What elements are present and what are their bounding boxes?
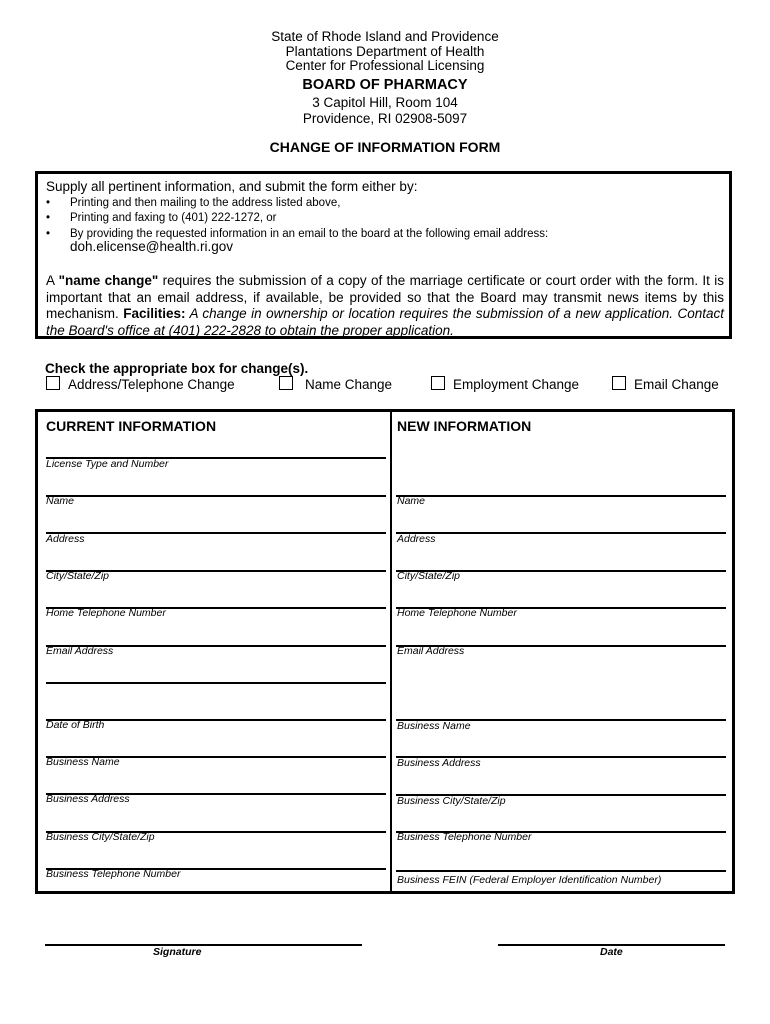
current-address-label: Address [46, 533, 85, 545]
date-label: Date [600, 946, 623, 958]
current-business-address-label: Business Address [46, 793, 130, 805]
signature-line[interactable] [45, 944, 362, 946]
board-title: BOARD OF PHARMACY [302, 77, 468, 93]
current-email-label: Email Address [46, 645, 114, 657]
new-name-label: Name [397, 495, 426, 507]
current-citystatezip-label: City/State/Zip [46, 570, 110, 582]
new-fein-line[interactable] [396, 870, 726, 872]
bullet-icon: • [46, 228, 51, 240]
current-info-heading: CURRENT INFORMATION [46, 418, 217, 434]
name-change-paragraph: A "name change" requires the submission of a copy of the marriage certificate or court order with the form. It is important that an email address, if available, be provided so that the Board may transmit news items by this mechanism. Facilities: A change in ownership or location requires the submission of a new application. Contact the Board's office at (401) 222-2828 to obtain the proper application. [46, 273, 724, 338]
column-divider [390, 412, 392, 891]
header-line-3: Center for Professional Licensing [285, 58, 485, 73]
signature-label: Signature [153, 946, 202, 958]
new-business-phone-label: Business Telephone Number [397, 831, 532, 843]
new-business-name-label: Business Name [397, 720, 471, 732]
new-business-address-label: Business Address [397, 757, 481, 769]
new-name-line[interactable] [396, 495, 726, 497]
new-business-city-label: Business City/State/Zip [397, 795, 506, 807]
new-address-line[interactable] [396, 532, 726, 534]
current-dob-label: Date of Birth [46, 719, 105, 731]
change-type-heading: Check the appropriate box for change(s). [45, 361, 309, 376]
current-address-line[interactable] [46, 532, 386, 534]
current-business-name-label: Business Name [46, 756, 120, 768]
information-table [35, 409, 735, 894]
new-citystatezip-label: City/State/Zip [397, 570, 461, 582]
current-home-phone-label: Home Telephone Number [46, 607, 166, 619]
form-title: CHANGE OF INFORMATION FORM [269, 139, 501, 155]
current-license-label: License Type and Number [46, 458, 169, 470]
current-name-label: Name [46, 495, 75, 507]
new-address-label: Address [397, 533, 436, 545]
current-business-city-label: Business City/State/Zip [46, 831, 155, 843]
new-info-heading: NEW INFORMATION [397, 418, 532, 434]
instructions-box: Supply all pertinent information, and submit the form either by: • Printing and then mailing to the address listed above, • Printing and faxing to (401) 222-1272, or • By providing the requested information in an email to the board at the following email address: doh.elicense@health.ri.gov A "name change" requires the submission of a copy of the marriage certificate or court order with the form. It is important that an email address, if available, be provided so that the Board may transmit news items by this mechanism. Facilities: A change in ownership or location requires the submission of a new application. Contact the Board's office at (401) 222-2828 to obtain the proper application. [35, 171, 732, 339]
bullet-icon: • [46, 212, 51, 224]
board-address-1: 3 Capitol Hill, Room 104 [312, 95, 458, 110]
board-address-2: Providence, RI 02908-5097 [302, 111, 468, 126]
header-line-2: Plantations Department of Health [285, 44, 485, 59]
current-business-phone-label: Business Telephone Number [46, 868, 181, 880]
new-email-label: Email Address [397, 645, 465, 657]
current-email-extra-line[interactable] [46, 682, 386, 684]
header-line-1: State of Rhode Island and Providence [271, 29, 499, 44]
bullet-icon: • [46, 197, 51, 209]
current-name-line[interactable] [46, 495, 386, 497]
new-home-phone-label: Home Telephone Number [397, 607, 517, 619]
instructions-lead: Supply all pertinent information, and submit the form either by: [46, 179, 418, 194]
board-email: doh.elicense@health.ri.gov [70, 239, 234, 254]
new-fein-label: Business FEIN (Federal Employer Identification Number) [397, 874, 662, 886]
